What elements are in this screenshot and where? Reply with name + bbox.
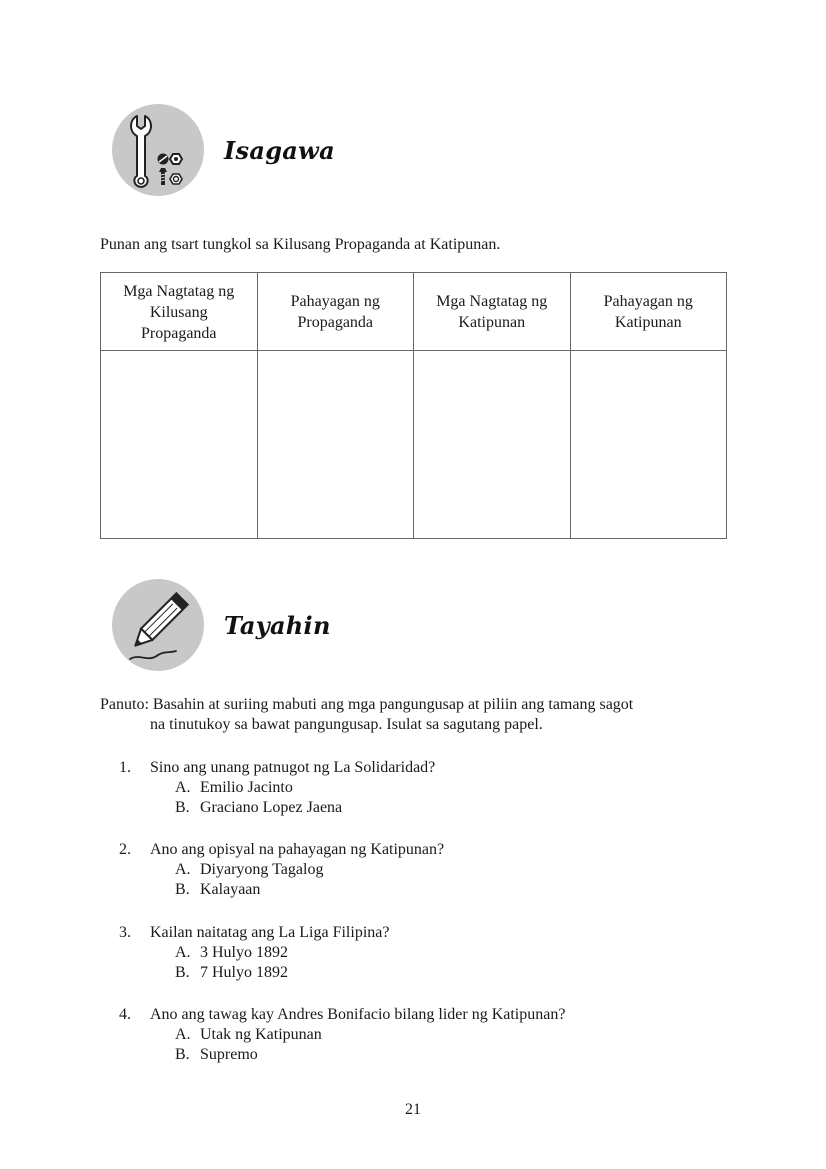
isagawa-instruction: Punan ang tsart tungkol sa Kilusang Propaganda at Katipunan. <box>100 236 501 253</box>
directions-line-1: Panuto: Basahin at suriing mabuti ang mga pangungusap at piliin ang tamang sagot <box>100 696 634 713</box>
header-nagtatag-propaganda: Mga Nagtatag ng Kilusang Propaganda <box>101 273 258 351</box>
choice-letter: A. <box>175 1026 191 1043</box>
section-title-tayahin: Tayahin <box>224 610 331 640</box>
question-text: Ano ang opisyal na pahayagan ng Katipunan? <box>150 841 445 858</box>
choice-text[interactable]: 7 Hulyo 1892 <box>200 964 288 981</box>
choice-letter: B. <box>175 1046 190 1063</box>
question-number: 2. <box>119 841 131 858</box>
choice-text[interactable]: Supremo <box>200 1046 258 1063</box>
choice-letter: A. <box>175 779 191 796</box>
answer-cell-pahayagan-katipunan[interactable] <box>570 351 727 539</box>
header-pahayagan-katipunan: Pahayagan ng Katipunan <box>570 273 727 351</box>
answer-cell-pahayagan-propaganda[interactable] <box>257 351 414 539</box>
choice-letter: A. <box>175 861 191 878</box>
question-number: 3. <box>119 924 131 941</box>
header-nagtatag-katipunan: Mga Nagtatag ng Katipunan <box>414 273 571 351</box>
question-text: Ano ang tawag kay Andres Bonifacio bilang lider ng Katipunan? <box>150 1006 566 1023</box>
propaganda-katipunan-chart <box>100 272 727 539</box>
answer-cell-nagtatag-katipunan[interactable] <box>414 351 571 539</box>
choice-letter: B. <box>175 964 190 981</box>
choice-letter: B. <box>175 799 190 816</box>
choice-text[interactable]: Emilio Jacinto <box>200 779 293 796</box>
section-title-isagawa: Isagawa <box>224 135 335 165</box>
choice-letter: A. <box>175 944 191 961</box>
choice-text[interactable]: Graciano Lopez Jaena <box>200 799 343 816</box>
isagawa-header <box>112 104 335 196</box>
directions-line-2: na tinutukoy sa bawat pangungusap. Isulat sa sagutang papel. <box>150 716 543 733</box>
question-text: Kailan naitatag ang La Liga Filipina? <box>150 924 390 941</box>
choice-text[interactable]: Utak ng Katipunan <box>200 1026 322 1043</box>
choice-text[interactable]: Kalayaan <box>200 881 261 898</box>
choice-text[interactable]: Diyaryong Tagalog <box>200 861 324 878</box>
table-row <box>101 351 727 539</box>
page-number: 21 <box>405 1101 421 1118</box>
answer-cell-nagtatag-propaganda[interactable] <box>101 351 258 539</box>
tayahin-header <box>112 579 331 671</box>
pencil-icon <box>112 579 204 671</box>
question-number: 1. <box>119 759 131 776</box>
wrench-nuts-bolts-icon <box>112 104 204 196</box>
choice-letter: B. <box>175 881 190 898</box>
question-number: 4. <box>119 1006 131 1023</box>
question-text: Sino ang unang patnugot ng La Solidaridad? <box>150 759 436 776</box>
header-pahayagan-propaganda: Pahayagan ng Propaganda <box>257 273 414 351</box>
choice-text[interactable]: 3 Hulyo 1892 <box>200 944 288 961</box>
